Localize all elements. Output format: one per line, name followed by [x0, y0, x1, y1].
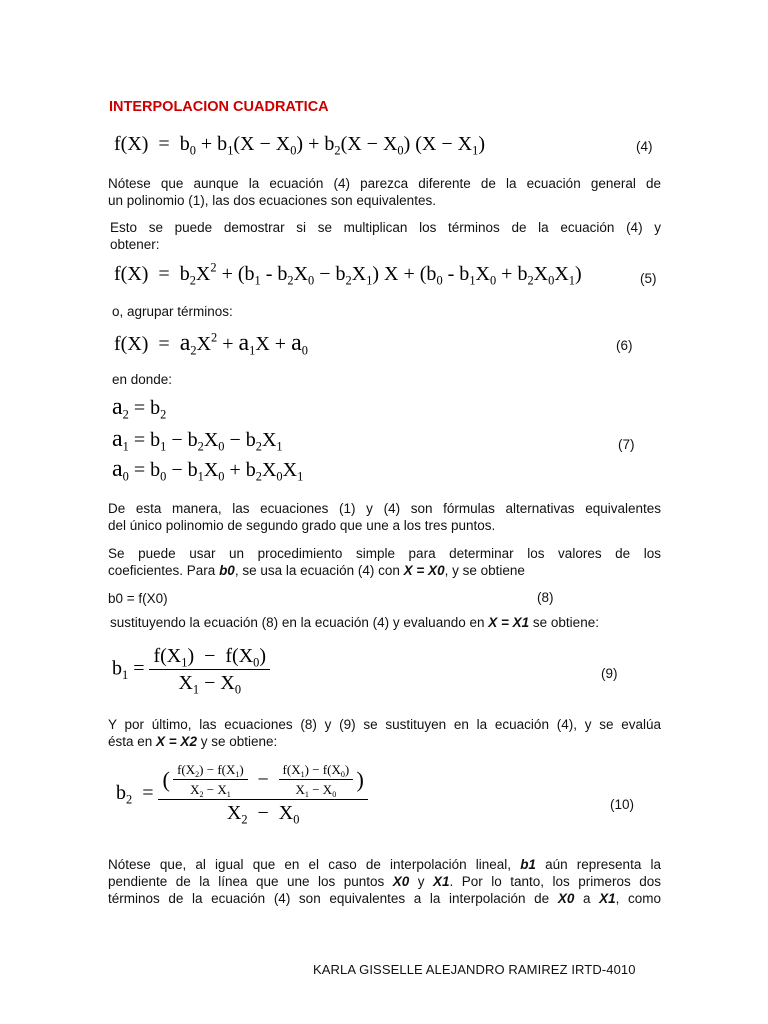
x-equals-x0: X = X0 [403, 563, 445, 578]
x-equals-x1: X = X1 [488, 615, 530, 630]
paragraph-7-text: sustituyendo la ecuación (8) en la ecuación (4) y evaluando en [110, 615, 489, 630]
equation-7-a2: $a_2 = b_2$ [112, 394, 167, 422]
x0-label-2: X0 [557, 891, 575, 906]
paragraph-6-line-2 [108, 562, 525, 579]
paragraph-8 [108, 716, 661, 733]
paragraph-7 [110, 614, 599, 631]
x1-label: X1 [433, 874, 450, 889]
paragraph-9 [108, 856, 661, 907]
paragraph-9-text-8: , como [615, 891, 662, 906]
equation-10-fraction: ( $\frac{f(X_2) - f(X_1)}{X_2 - X_1}$ − $\frac{f(X_1) - f(X_0)}{X_1 - X_0}$ ) $X_2 - X_0$ [158, 762, 367, 825]
paragraph-4: en donde: [112, 372, 173, 387]
x1-label-2: X1 [599, 891, 616, 906]
paragraph-2 [110, 219, 661, 236]
equation-number-9: (9) [601, 666, 618, 681]
paragraph-6-text-3: , y se obtiene [444, 563, 525, 578]
footer-author: KARLA GISSELLE ALEJANDRO RAMIREZ IRTD-4010 [313, 962, 636, 977]
paragraph-7-text-2: se obtiene: [529, 615, 599, 630]
equation-9: $b_1$ = $\frac{f(X_1) - f(X_0)}{X_1 - X_0}$ [112, 645, 270, 695]
paragraph-1-line-1: Nótese que aunque la ecuación (4) parezca diferente de la ecuación general de [108, 176, 661, 191]
equation-5: $f(X) = b_2X^2 + (b_1 - b_2X_0 - b_2X_1) X + (b_0 - b_1X_0 + b_2X_0X_1)$ [114, 263, 582, 286]
paragraph-9-line-3 [108, 890, 661, 907]
paragraph-9-text-2: aún representa la [535, 857, 661, 872]
paragraph-6 [108, 545, 661, 562]
equation-10: $b_2$ = ( $\frac{f(X_2) - f(X_1)}{X_2 - X_1}$ − $\frac{f(X_1) - f(X_0)}{X_1 - X_0}$ ) $X_2 - X_0$ [116, 762, 368, 825]
equation-number-4: (4) [636, 139, 653, 154]
paragraph-9-text-3: pendiente de la línea que une los puntos [108, 874, 393, 889]
paragraph-6-text-2: , se usa la ecuación (4) con [234, 563, 404, 578]
paragraph-9-line-2 [108, 873, 661, 890]
b0-label: b0 [219, 563, 235, 578]
paragraph-5-line-1: De esta manera, las ecuaciones (1) y (4) son fórmulas alternativas equivalentes [108, 501, 661, 516]
paragraph-1-line-2: un polinomio (1), las dos ecuaciones son equivalentes. [108, 193, 436, 208]
paragraph-2-line-1: Esto se puede demostrar si se multiplican los términos de la ecuación (4) y [110, 220, 661, 235]
equation-9-fraction: $\frac{f(X_1) - f(X_0)}{X_1 - X_0}$ [149, 645, 270, 695]
paragraph-9-text-7: a [574, 891, 600, 906]
paragraph-8-line-2 [108, 733, 277, 750]
paragraph-8-text-2: y se obtiene: [196, 734, 278, 749]
equation-number-5: (5) [640, 271, 657, 286]
equation-number-10: (10) [610, 797, 635, 812]
paragraph-9-text-4: y [409, 874, 434, 889]
equation-number-8: (8) [537, 590, 554, 605]
paragraph-9-text-5: . Por lo tanto, los primeros dos [449, 874, 661, 889]
equation-8: b0 = f(X0) [108, 591, 168, 606]
x0-label: X0 [392, 874, 410, 889]
equation-number-6: (6) [616, 338, 633, 353]
b1-label: b1 [520, 857, 536, 872]
paragraph-9-text: Nótese que, al igual que en el caso de interpolación lineal, [108, 857, 521, 872]
equation-4: $f(X) = b_0 + b_1(X - X_0) + b_2(X - X_0) (X - X_1)$ [114, 133, 485, 158]
equation-7-a0: $a_0 = b_0 - b_1X_0 + b_2X_0X_1$ [112, 456, 304, 484]
paragraph-8-text: ésta en [108, 734, 157, 749]
paragraph-9-text-6: términos de la ecuación (4) son equivalentes a la interpolación de [108, 891, 558, 906]
equation-6: $f(X) = a_2X^2 + a_1X + a_0$ [114, 330, 308, 358]
paragraph-6-text: coeficientes. Para [108, 563, 220, 578]
paragraph-6-line-1: Se puede usar un procedimiento simple para determinar los valores de los [108, 546, 661, 561]
equation-7-a1: $a_1 = b_1 - b_2X_0 - b_2X_1$ [112, 426, 283, 454]
x-equals-x2: X = X2 [156, 734, 197, 749]
paragraph-1 [108, 175, 661, 192]
paragraph-8-line-1: Y por último, las ecuaciones (8) y (9) se sustituyen en la ecuación (4), y se evalúa [108, 717, 661, 732]
paragraph-3: o, agrupar términos: [112, 304, 233, 319]
paragraph-5 [108, 500, 661, 517]
equation-number-7: (7) [618, 437, 635, 452]
paragraph-2-line-2: obtener: [110, 237, 160, 252]
paragraph-9-line-1 [108, 856, 661, 873]
page-title: INTERPOLACION CUADRATICA [109, 99, 329, 115]
paragraph-5-line-2: del único polinomio de segundo grado que une a los tres puntos. [108, 518, 496, 533]
